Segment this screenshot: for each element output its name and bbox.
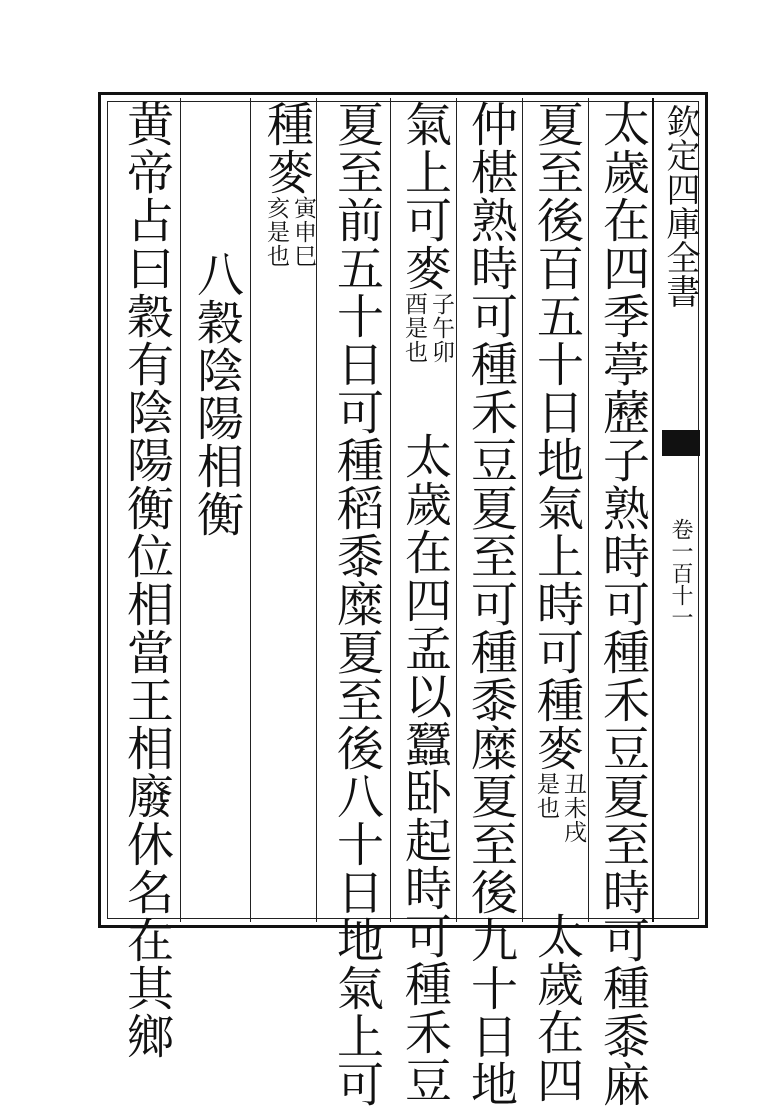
text-column-5 bbox=[326, 100, 386, 1108]
main-text: 太歲在四孟以蠶卧起時可種禾豆 bbox=[397, 432, 452, 1104]
text-column-1 bbox=[592, 100, 652, 1108]
text-column-4 bbox=[394, 100, 454, 1104]
section-heading bbox=[186, 250, 246, 1070]
column-rule bbox=[316, 98, 317, 922]
main-text: 太歲在四 bbox=[529, 912, 584, 1104]
column-rule bbox=[588, 98, 589, 922]
main-text: 夏至後百五十日地氣上時可種麥 bbox=[529, 100, 584, 772]
text-column-2 bbox=[526, 100, 586, 1104]
heading-text: 八穀陰陽相衡 bbox=[189, 250, 244, 538]
annotation-note: 寅申巳 亥是也 bbox=[263, 196, 316, 268]
main-text: 黄帝占曰穀有陰陽衡位相當王相廢休名在其鄉 bbox=[119, 100, 174, 1060]
fishtail-mark bbox=[662, 430, 700, 456]
column-rule bbox=[180, 98, 181, 922]
chapter-label: 卷一百十一 bbox=[668, 518, 693, 628]
main-text: 氣上可麥 bbox=[397, 100, 452, 292]
text-column-3 bbox=[460, 100, 520, 1108]
column-rule bbox=[250, 98, 251, 922]
annotation-note: 子午卯 酉是也 bbox=[401, 292, 454, 364]
main-text: 太歲在四季葶藶子熟時可種禾豆夏至時可種黍麻 bbox=[595, 100, 650, 1108]
annotation-note: 丑未戌 是也 bbox=[533, 772, 586, 844]
column-rule bbox=[522, 98, 523, 922]
main-text: 種麥 bbox=[259, 100, 314, 196]
main-text: 仲椹熟時可種禾豆夏至可種黍糜夏至後九十日地 bbox=[463, 100, 518, 1108]
column-rule bbox=[456, 98, 457, 922]
book-title: 欽定四庫全書 bbox=[660, 104, 700, 308]
margin-strip bbox=[652, 98, 704, 922]
text-column-6 bbox=[256, 100, 316, 920]
text-column-8 bbox=[116, 100, 176, 1060]
column-rule bbox=[390, 98, 391, 922]
main-text: 夏至前五十日可種稻黍糜夏至後八十日地氣上可 bbox=[329, 100, 384, 1108]
